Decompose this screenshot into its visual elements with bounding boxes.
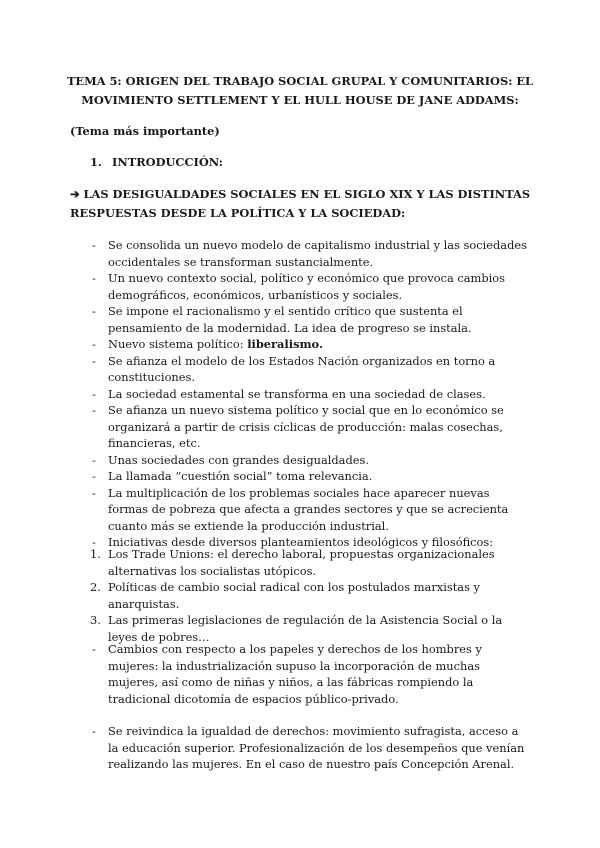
list-item-text: La llamada “cuestión social” toma relevancia. [108,469,373,483]
list-item-text: Se afianza un nuevo sistema político y social que en lo económico se organizará a partir de crisis cíclicas de producción: malas cosechas, financieras, etc. [108,403,504,450]
title-line-1: TEMA 5: ORIGEN DEL TRABAJO SOCIAL GRUPAL Y COMUNITARIOS: EL [66,74,534,88]
list-item [90,270,532,303]
section-label: INTRODUCCIÓN: [112,155,224,169]
list-item-text: La sociedad estamental se transforma en una sociedad de clases. [108,386,486,401]
dash-marker: - [92,386,96,401]
document-title [60,72,540,110]
list-item [90,353,532,386]
list-item-text: Iniciativas desde diversos planteamientos ideológicos y filosóficos: [108,535,494,549]
title-line-2: MOVIMIENTO SETTLEMENT Y EL HULL HOUSE DE JANE ADDAMS: [81,93,519,107]
list-item-text: Nuevo sistema político: [108,337,248,351]
bullet-list-rights [90,723,532,773]
list-item-text: Se reivindica la igualdad de derechos: movimiento sufragista, acceso a la educación superior. Profesionalización de los desempeños que venían realizando las mujeres. En el caso de nuestro país Concepción Arenal. [108,724,525,771]
dash-marker: - [92,469,96,483]
list-item-text: Las primeras legislaciones de regulación de la Asistencia Social o la leyes de pobres… [108,613,503,644]
list-item [90,386,532,403]
list-item [90,452,532,469]
dash-marker: - [92,535,96,549]
section-introduccion [90,154,223,171]
bullet-list-women [90,641,532,707]
list-item [90,468,532,485]
section-number: 1. [90,155,102,169]
list-item [90,402,532,452]
list-item [90,641,532,707]
bold-term: liberalismo. [247,337,323,351]
list-item-text: Los Trade Unions: el derecho laboral, propuestas organizacionales alternativas los socialistas utópicos. [108,547,495,578]
subsection-heading [70,185,540,223]
dash-marker: - [92,642,96,656]
list-item-text: Cambios con respecto a los papeles y derechos de los hombres y mujeres: la industrialización supuso la incorporación de muchas mujeres, así como de niñas y niños, a las fábricas rompiendo la tradicional dicotomía de espacios público-privado. [108,642,482,706]
list-item-text: Políticas de cambio social radical con los postulados marxistas y anarquistas. [108,580,480,611]
dash-marker: - [92,271,96,285]
list-item-text: La multiplicación de los problemas sociales hace aparecer nuevas formas de pobreza que afecta a grandes sectores y que se acrecienta cuanto más se extiende la producción industrial. [108,485,509,533]
dash-marker: - [92,304,96,318]
subsection-heading-text: LAS DESIGUALDADES SOCIALES EN EL SIGLO XIX Y LAS DISTINTAS RESPUESTAS DESDE LA POLÍTICA Y LA SOCIEDAD: [70,187,531,220]
importance-note: (Tema más importante) [70,124,220,138]
item-number: 3. [90,613,101,627]
dash-marker: - [92,452,96,467]
list-item-text: Se impone el racionalismo y el sentido crítico que sustenta el pensamiento de la modernidad. La idea de progreso se instala. [108,304,472,335]
dash-marker: - [92,403,96,417]
list-item [90,546,532,579]
list-item [90,579,532,612]
list-item-text: Se afianza el modelo de los Estados Nación organizados en torno a constituciones. [108,353,496,384]
item-number: 1. [90,547,101,561]
numbered-list [90,546,532,645]
list-item-text: Se consolida un nuevo modelo de capitalismo industrial y las sociedades occidentales se transforman sustancialmente. [108,238,527,269]
dash-marker: - [92,238,96,252]
list-item [90,485,532,535]
dash-marker: - [92,485,96,500]
bullet-list-main [90,237,532,551]
dash-marker: - [92,337,96,351]
item-number: 2. [90,580,101,594]
list-item-text: Unas sociedades con grandes desigualdades. [108,452,369,467]
dash-marker: - [92,353,96,368]
list-item [90,336,532,353]
list-item [90,303,532,336]
list-item [90,723,532,773]
dash-marker: - [92,724,96,738]
list-item-text: Un nuevo contexto social, político y económico que provoca cambios demográficos, económicos, urbanísticos y sociales. [108,271,505,302]
list-item [90,237,532,270]
arrow-icon: ➔ [70,187,80,201]
